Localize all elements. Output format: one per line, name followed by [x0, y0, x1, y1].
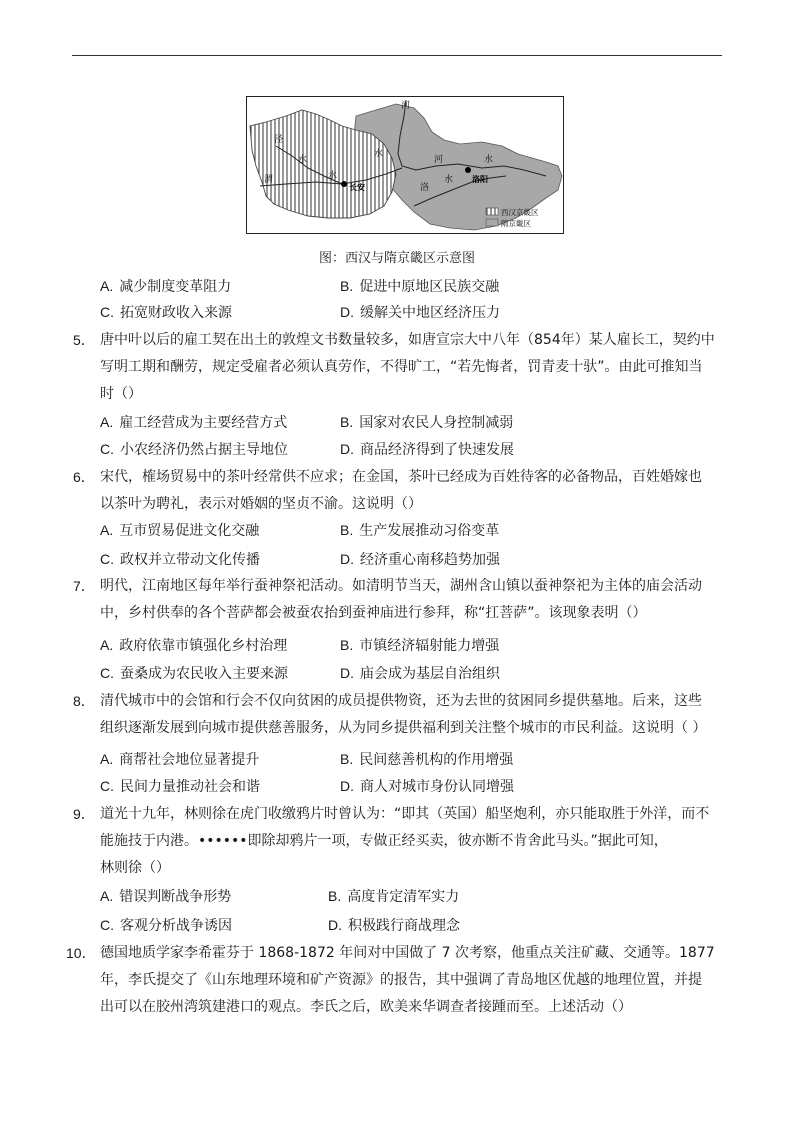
q5-option-b[interactable]: B. 国家对农民人身控制减弱 — [340, 414, 514, 431]
q7-option-b[interactable]: B. 市镇经济辐射能力增强 — [340, 637, 500, 654]
luoyang-marker — [465, 167, 471, 173]
map-label-he-top: 河 — [401, 101, 411, 111]
q6-option-d[interactable]: D. 经济重心南移趋势加强 — [340, 551, 500, 568]
legend-sui-swatch — [486, 219, 498, 226]
map-label-jing-shui: 水 — [298, 155, 308, 165]
capital-region-map — [246, 96, 564, 234]
q9-option-b[interactable]: B. 高度肯定清军实力 — [328, 888, 460, 905]
q6-option-b[interactable]: B. 生产发展推动习俗变革 — [340, 522, 500, 539]
question-number: 6． — [73, 469, 95, 485]
legend-sui-label: 隋京畿区 — [501, 219, 531, 228]
map-label-luo-shui: 水 — [444, 175, 454, 185]
q9-option-d[interactable]: D. 积极践行商战理念 — [328, 917, 460, 934]
q8-option-c[interactable]: C. 民间力量推动社会和谐 — [100, 778, 260, 795]
q8-option-d[interactable]: D. 商人对城市身份认同增强 — [340, 778, 514, 795]
question-7-stem: 7． 明代，江南地区每年举行蚕神祭祀活动。如清明节当天，湖州含山镇以蚕神祭祀为主体的庙会活动 中，乡村供奉的各个菩萨都会被蚕农抬到蚕神庙进行参拜，称“扛菩萨”。该现象表明（） — [100, 573, 722, 627]
figure-caption: 图：西汉与隋京畿区示意图 — [318, 251, 475, 266]
map-label-jing: 泾 — [274, 135, 284, 145]
question-number: 5． — [73, 332, 95, 348]
q7-option-d[interactable]: D. 庙会成为基层自治组织 — [340, 665, 500, 682]
question-9-stem: 9． 道光十九年，林则徐在虎门收缴鸦片时曾认为：“即其（英国）船坚炮利，亦只能取胜于外洋，而不 能施技于内港。••••••即除却鸦片一项，专做正经买卖，彼亦断不肯舍此马头。”据此可知， 林则徐（） — [100, 801, 722, 882]
q8-option-b[interactable]: B. 民间慈善机构的作用增强 — [340, 751, 514, 768]
question-8-stem: 8． 清代城市中的会馆和行会不仅向贫困的成员提供物资，还为去世的贫困同乡提供墓地。后来，这些 组织逐渐发展到向城市提供慈善服务，从为同乡提供福利到关注整个城市的市民利益。这说明（ ） — [100, 688, 722, 742]
q4-option-b[interactable]: B. 促进中原地区民族交融 — [340, 278, 500, 295]
q4-option-d[interactable]: D. 缓解关中地区经济压力 — [340, 304, 500, 321]
header-rule — [72, 55, 722, 56]
legend-xihan-label: 西汉京畿区 — [501, 208, 539, 217]
q4-option-c[interactable]: C. 拓宽财政收入来源 — [100, 304, 232, 321]
question-number: 8． — [73, 693, 95, 709]
map-label-luoyang: 洛阳 — [472, 175, 488, 184]
q9-option-a[interactable]: A. 错误判断战争形势 — [100, 888, 232, 905]
q5-option-a[interactable]: A. 雇工经营成为主要经营方式 — [100, 414, 288, 431]
changan-marker — [341, 181, 347, 187]
question-6-stem: 6． 宋代，榷场贸易中的茶叶经常供不应求；在金国，茶叶已经成为百姓待客的必备物品，百姓婚嫁也 以茶叶为聘礼，表示对婚姻的坚贞不渝。这说明（） — [100, 464, 722, 518]
q7-option-c[interactable]: C. 蚕桑成为农民收入主要来源 — [100, 665, 288, 682]
question-number: 10． — [66, 945, 96, 961]
question-5-stem: 5． 唐中叶以后的雇工契在出土的敦煌文书数量较多，如唐宣宗大中八年（854年）某人雇长工，契约中 写明工期和酬劳，规定受雇者必须认真劳作，不得旷工，“若先悔者，罚青麦十驮”。由此可推知当 时（） — [100, 327, 722, 408]
map-label-luo: 洛 — [420, 183, 430, 193]
map-label-changan: 长安 — [349, 183, 365, 192]
q4-option-a[interactable]: A. 减少制度变革阻力 — [100, 278, 232, 295]
question-number: 9． — [73, 806, 95, 822]
q7-option-a[interactable]: A. 政府依靠市镇强化乡村治理 — [100, 637, 288, 654]
q5-option-c[interactable]: C. 小农经济仍然占据主导地位 — [100, 441, 288, 458]
map-label-wei: 渭 — [264, 175, 274, 185]
legend-xihan-swatch — [486, 208, 498, 215]
q6-option-c[interactable]: C. 政权并立带动文化传播 — [100, 551, 260, 568]
map-label-wei-shui: 水 — [328, 171, 338, 181]
map-label-shui-mid: 水 — [374, 149, 384, 159]
q9-option-c[interactable]: C. 客观分析战争诱因 — [100, 917, 232, 934]
map-label-shui-right: 水 — [484, 155, 494, 165]
q5-option-d[interactable]: D. 商品经济得到了快速发展 — [340, 441, 514, 458]
question-10-stem: 10． 德国地质学家李希霍芬于 1868-1872 年间对中国做了 7 次考察，他重点关注矿藏、交通等。1877 年，李氏提交了《山东地理环境和矿产资源》的报告，其中强调了青岛地区优越的地理位置，并提 出可以在胶州湾筑建港口的观点。李氏之后，欧美来华调查者接踵而至。上述活动（） — [100, 940, 722, 1021]
q6-option-a[interactable]: A. 互市贸易促进文化交融 — [100, 522, 260, 539]
q8-option-a[interactable]: A. 商帮社会地位显著提升 — [100, 751, 260, 768]
question-number: 7． — [73, 578, 95, 594]
map-label-he-right: 河 — [434, 155, 444, 165]
